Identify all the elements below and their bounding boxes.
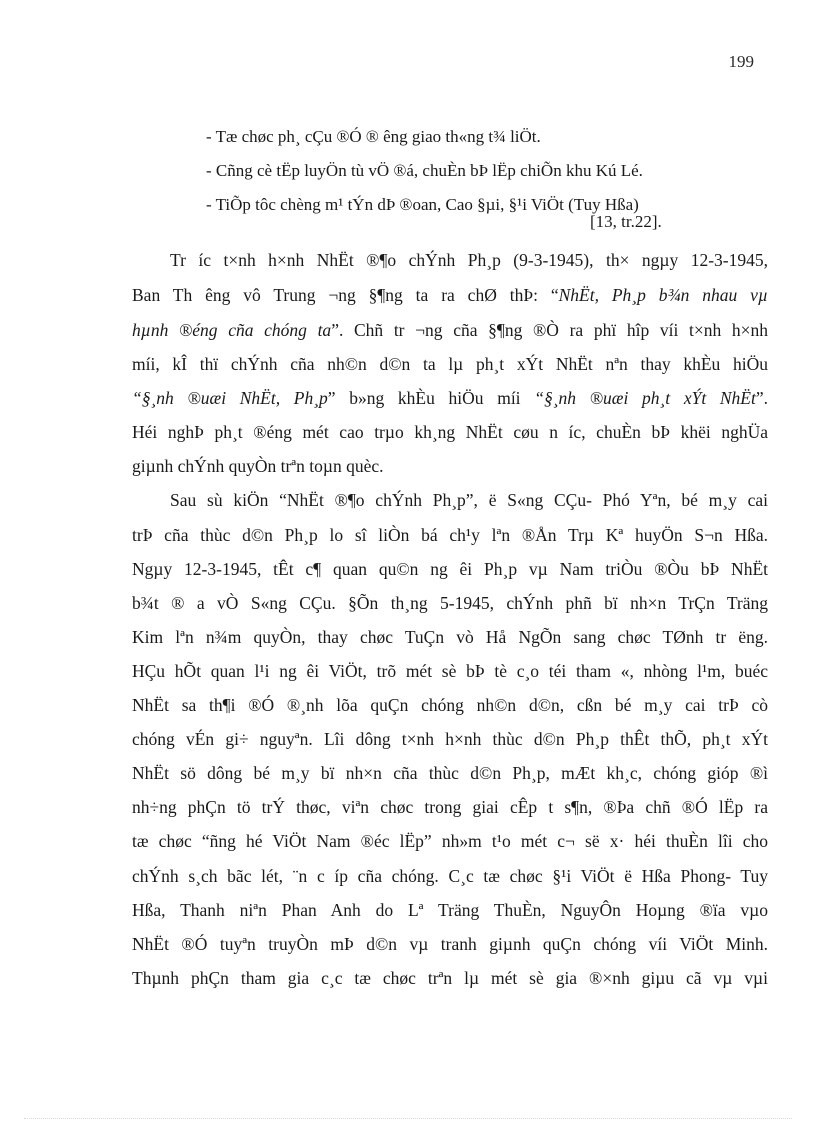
page-bottom-divider (24, 1118, 792, 1119)
text-line: NhËt sa th¶i ®Ó ®¸nh lõa quÇn chóng nh©n d©n, cßn bé m¸y cai trÞ cò (132, 695, 768, 715)
text-line: Tr íc t×nh h×nh NhËt ®¶o chÝnh Ph¸p (9-3-1945), th× ngµy 12-3-1945, (170, 250, 768, 270)
text-span: Ban Th êng vô Trung ¬ng §¶ng ta ra chØ thÞ: “ (132, 285, 559, 305)
text-line: HÇu hÕt quan l¹i ng êi ViÖt, trõ mét sè bÞ tè c¸o téi tham «, nhòng l¹m, buéc (132, 661, 768, 681)
list-item: - TiÕp tôc chèng m¹ tÝn dÞ ®oan, Cao §µi, §¹i ViÖt (Tuy Hßa) (206, 195, 639, 214)
text-line: míi, kÎ thï chÝnh cña nh©n d©n ta lµ ph¸t xÝt NhËt nªn thay khÈu hiÖu (132, 354, 768, 374)
text-line: tæ chøc “ñng hé ViÖt Nam ®éc lËp” nh»m t¹o mét c¬ së x· héi thuÈn lîi cho (132, 831, 768, 851)
text-line: Héi nghÞ ph¸t ®éng mét cao trµo kh¸ng NhËt cøu n íc, chuÈn bÞ khëi nghÜa (132, 422, 768, 442)
list-item: - Tæ chøc ph¸ cÇu ®Ó ® êng giao th«ng t¾ liÖt. (206, 127, 541, 146)
text-line: Thµnh phÇn tham gia c¸c tæ chøc trªn lµ mét sè gia ®×nh giµu cã vµ vµi (132, 968, 768, 988)
text-line: giµnh chÝnh quyÒn trªn toµn quèc. (132, 456, 384, 476)
text-line (132, 285, 768, 306)
text-line (132, 320, 768, 341)
text-line: Kim lªn n¾m quyÒn, thay chøc TuÇn vò Hå NgÕn sang chøc TØnh tr ëng. (132, 627, 768, 647)
italic-quote: “§¸nh ®uæi NhËt, Ph¸p (132, 388, 328, 408)
text-line: b¾t ® a vÒ S«ng CÇu. §Õn th¸ng 5-1945, chÝnh phñ bï nh×n TrÇn Träng (132, 593, 768, 613)
text-line: Hßa, Thanh niªn Phan Anh do Lª Träng ThuÈn, NguyÔn Hoµng ®ïa vµo (132, 900, 768, 920)
italic-quote: NhËt, Ph¸p b¾n nhau vµ (558, 285, 768, 305)
text-line: chÝnh s¸ch bãc lét, ¨n c íp cña chóng. C¸c tæ chøc §¹i ViÖt ë Hßa Phong- Tuy (132, 866, 768, 886)
text-line: chóng vÉn gi÷ nguyªn. Lîi dông t×nh h×nh thùc d©n Ph¸p thÊt thÕ, ph¸t xÝt (132, 729, 768, 749)
text-span: ”. (755, 388, 769, 408)
action-list (206, 120, 766, 222)
page-number: 199 (728, 52, 754, 71)
italic-quote: “§¸nh ®uæi ph¸t xÝt NhËt (534, 388, 756, 408)
text-line: NhËt ®Ó tuyªn truyÒn mÞ d©n vµ tranh giµnh quÇn chóng víi ViÖt Minh. (132, 934, 768, 954)
text-span: ”. Chñ tr ¬ng cña §¶ng ®Ò ra phï hîp víi t×nh h×nh (331, 320, 769, 340)
citation: [13, tr.22]. (590, 212, 662, 231)
text-line: Sau sù kiÖn “NhËt ®¶o chÝnh Ph¸p”, ë S«ng CÇu- Phó Yªn, bé m¸y cai (170, 490, 768, 510)
text-span: ” b»ng khÈu hiÖu míi (327, 388, 535, 408)
text-line: trÞ cña thùc d©n Ph¸p lo sî liÒn bá ch¹y lªn ®Ån Trµ Kª huyÖn S¬n Hßa. (132, 525, 768, 545)
text-line: nh÷ng phÇn tö trÝ thøc, viªn chøc trong giai cÊp t s¶n, ®Þa chñ ®Ó lËp ra (132, 797, 768, 817)
text-line: NhËt sö dông bé m¸y bï nh×n cña thùc d©n Ph¸p, mÆt kh¸c, chóng gióp ®ì (132, 763, 768, 783)
italic-quote: hµnh ®éng cña chóng ta (132, 320, 332, 340)
list-item: - Cñng cè tËp luyÖn tù vÖ ®á, chuÈn bÞ lËp chiÕn khu Kú Lé. (206, 161, 643, 180)
text-line (132, 388, 768, 409)
text-line: Ngµy 12-3-1945, tÊt c¶ quan qu©n ng êi Ph¸p vµ Nam triÒu ®Òu bÞ NhËt (132, 559, 768, 579)
